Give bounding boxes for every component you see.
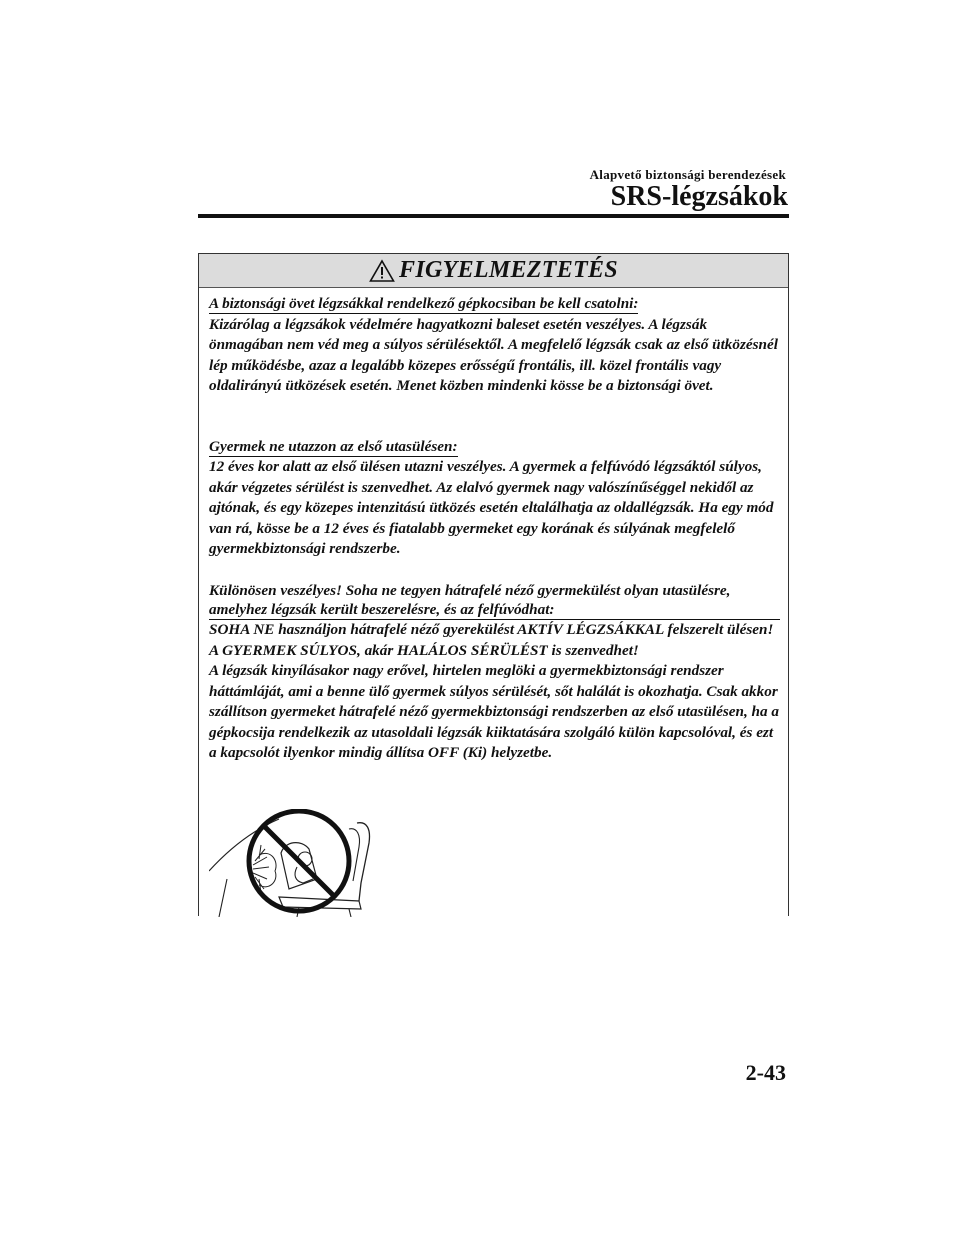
warning-body [199,288,788,764]
block-text: Kizárólag a légzsákok védelmére hagyatkozni baleset esetén veszélyes. A légzsák önmagában nem véd meg a súlyos sérülésektől. A megfelelő légzsák csak az első ütközésnél lép működésbe, azaz a legalább közepes erősségű frontális, ill. közel frontális vagy oldalirányú ütközések esetén. Menet közben mindenki kösse be a biztonsági övet. [209,315,778,394]
block-heading: Különösen veszélyes! Soha ne tegyen hátrafelé néző gyermekülést olyan utasülésre, amelyhez légzsák került beszerelésre, és az felfúvódhat: [209,581,780,620]
warning-block-rear-facing-seat [209,581,780,764]
no-rear-facing-child-seat-illustration [209,809,384,917]
block-heading: Gyermek ne utazzon az első utasülésen: [209,437,458,455]
block-heading: A biztonsági övet légzsákkal rendelkező gépkocsiban be kell csatolni: [209,295,639,312]
section-label: Alapvető biztonsági berendezések [589,167,786,182]
warning-header [199,254,788,288]
block-text: 12 éves kor alatt az első ülésen utazni veszélyes. A gyermek a felfúvódó légzsáktól súlyos, akár végzetes sérülést is szenvedhet. Az elalvó gyermek nagy valószínűséggel nekidől az ajtónak, és egy közepes intenzitású ütközés esetén eltalálhatja az oldallégzsák. Ha egy mód van rá, kösse be a 12 éves és fiatalabb gyermeket egy korának és súlyának megfelelő gyermekbiztonsági rendszerbe. [209,458,774,557]
warning-triangle-icon [369,259,395,283]
warning-title: FIGYELMEZTETÉS [399,257,618,283]
warning-box [198,253,789,916]
block-text-continued: A légzsák kinyílásakor nagy erővel, hirtelen meglöki a gyermekbiztonsági rendszer háttámláját, ami a benne ülő gyermek súlyos sérülését, sőt halálát is okozhatja. Csak akkor szállítson gyermeket hátrafelé néző gyermekbiztonsági rendszerben az első utasülésen, ha a gépkocsija rendelkezik az utasoldali légzsák kiiktatására szolgáló külön kapcsolóval, és ezt a kapcsolót ilyenkor mindig állítsa OFF (Ki) helyzetbe. [209,662,779,761]
block-text: SOHA NE használjon hátrafelé néző gyerekülést AKTÍV LÉGZSÁKKAL felszerelt ülésen! A GYERMEK SÚLYOS, akár HALÁLOS SÉRÜLÉST is szenvedhet! [209,621,774,659]
warning-block-child-front-seat [209,437,780,560]
warning-block-seatbelt [209,294,780,397]
chapter-title: SRS-légzsákok [610,181,788,212]
page-number: 2-43 [745,1060,786,1085]
header-rule [198,214,789,218]
